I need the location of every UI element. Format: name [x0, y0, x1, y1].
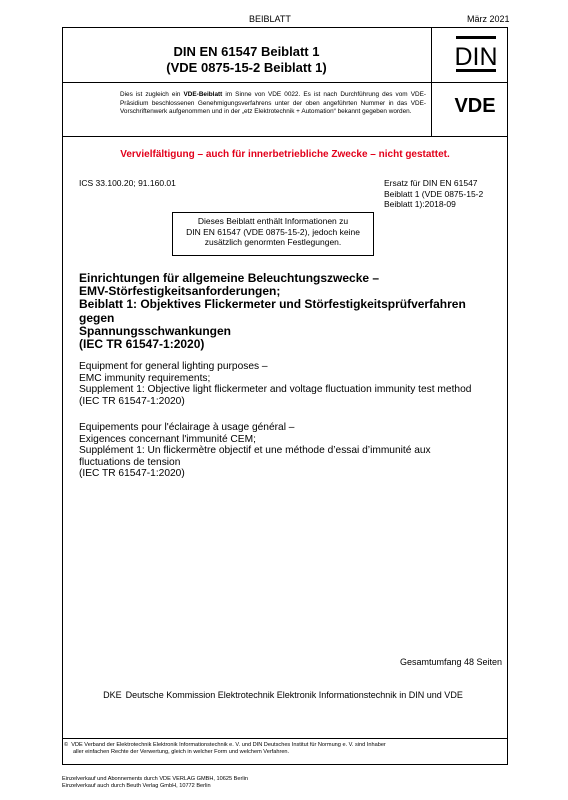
vde-notice	[120, 91, 426, 117]
info-box	[172, 212, 374, 256]
german-title	[79, 272, 499, 351]
notice-text: Dies ist zugleich ein	[120, 91, 184, 98]
replacement-line: Ersatz für DIN EN 61547	[384, 178, 478, 188]
title-line-2: (VDE 0875-15-2 Beiblatt 1)	[166, 60, 327, 75]
notice-bold-term: VDE-Beiblatt	[183, 91, 223, 98]
sales-line: Einzelverkauf auch durch Beuth Verlag GmbH, 10772 Berlin	[62, 783, 211, 789]
divider	[431, 27, 432, 137]
sales-info	[62, 776, 502, 790]
reproduction-notice: Vervielfältigung – auch für innerbetriebliche Zwecke – nicht gestattet.	[120, 149, 450, 160]
din-logo-text: DIN	[456, 43, 496, 71]
info-line: zusätzlich genormten Festlegungen.	[204, 237, 342, 247]
vde-logo: VDE	[454, 95, 496, 117]
french-title-line: Exigences concernant l'immunité CEM;	[79, 433, 256, 445]
total-pages: Gesamtumfang 48 Seiten	[399, 657, 502, 667]
copyright-line: VDE Verband der Elektrotechnik Elektronik Informationstechnik e. V. und DIN Deutsches Institut für Normung e. V. sind Inhaber	[71, 742, 386, 748]
info-line: DIN EN 61547 (VDE 0875-15-2), jedoch keine	[186, 226, 360, 237]
english-title-line: (IEC TR 61547-1:2020)	[79, 395, 185, 407]
french-title	[79, 422, 499, 480]
replacement-line: Beiblatt 1 (VDE 0875-15-2	[384, 188, 484, 199]
info-line: Dieses Beiblatt enthält Informationen zu	[197, 216, 349, 226]
document-type-label: BEIBLATT	[249, 14, 291, 24]
replacement-note	[384, 178, 483, 210]
replacement-line: Beiblatt 1):2018-09	[384, 199, 456, 209]
german-title-line: Beiblatt 1: Objektives Flickermeter und Störfestigkeitsprüfverfahren gegen	[79, 297, 466, 325]
copyright-line: aller einfachen Rechte der Verwertung, gleich in welcher Form und welchem Verfahren.	[73, 749, 290, 755]
english-title-line: Equipment for general lighting purposes –	[79, 361, 268, 372]
german-title-line: Spannungsschwankungen	[79, 323, 232, 338]
dke-name: Deutsche Kommission Elektrotechnik Elektronik Informationstechnik in DIN und VDE	[125, 690, 463, 700]
french-title-line: Supplément 1: Un flickermètre objectif et une méthode d’essai d’immunité aux	[79, 445, 431, 457]
french-title-line: Equipements pour l'éclairage à usage général –	[79, 422, 295, 433]
din-logo	[456, 36, 496, 72]
english-title-line: EMC immunity requirements;	[79, 372, 211, 384]
copyright-symbol: ©	[64, 742, 69, 748]
english-title	[79, 361, 499, 407]
german-title-line: EMV-Störfestigkeitsanforderungen;	[79, 284, 281, 299]
french-title-line: fluctuations de tension	[79, 456, 181, 468]
sales-line: Einzelverkauf und Abonnements durch VDE VERLAG GMBH, 10625 Berlin	[62, 776, 248, 782]
document-title	[62, 44, 431, 76]
title-line-1: DIN EN 61547 Beiblatt 1	[173, 44, 320, 59]
german-title-line: Einrichtungen für allgemeine Beleuchtungszwecke –	[79, 271, 380, 285]
notice-text: im Sinne von VDE 0022. Es ist nach Durchführung des vom VDE-Präsidium beschlossenen Genehmigungsverfahrens unter der oben angeführten Nummer in das VDE-Vorschriftenwerk aufgenommen und in der „etz Elektrotechnik + Automation“ bekannt gegeben worden.	[120, 91, 426, 116]
divider	[62, 82, 508, 83]
dke-abbreviation: DKE	[103, 690, 122, 700]
german-title-line: (IEC TR 61547-1:2020)	[79, 337, 205, 352]
publication-date: März 2021	[467, 14, 510, 24]
ics-code: ICS 33.100.20; 91.160.01	[79, 178, 176, 188]
copyright-notice	[64, 742, 504, 756]
divider	[62, 136, 508, 137]
french-title-line: (IEC TR 61547-1:2020)	[79, 468, 185, 480]
divider	[62, 738, 508, 739]
dke-line	[62, 690, 508, 700]
english-title-line: Supplement 1: Objective light flickermeter and voltage fluctuation immunity test method	[79, 384, 472, 396]
